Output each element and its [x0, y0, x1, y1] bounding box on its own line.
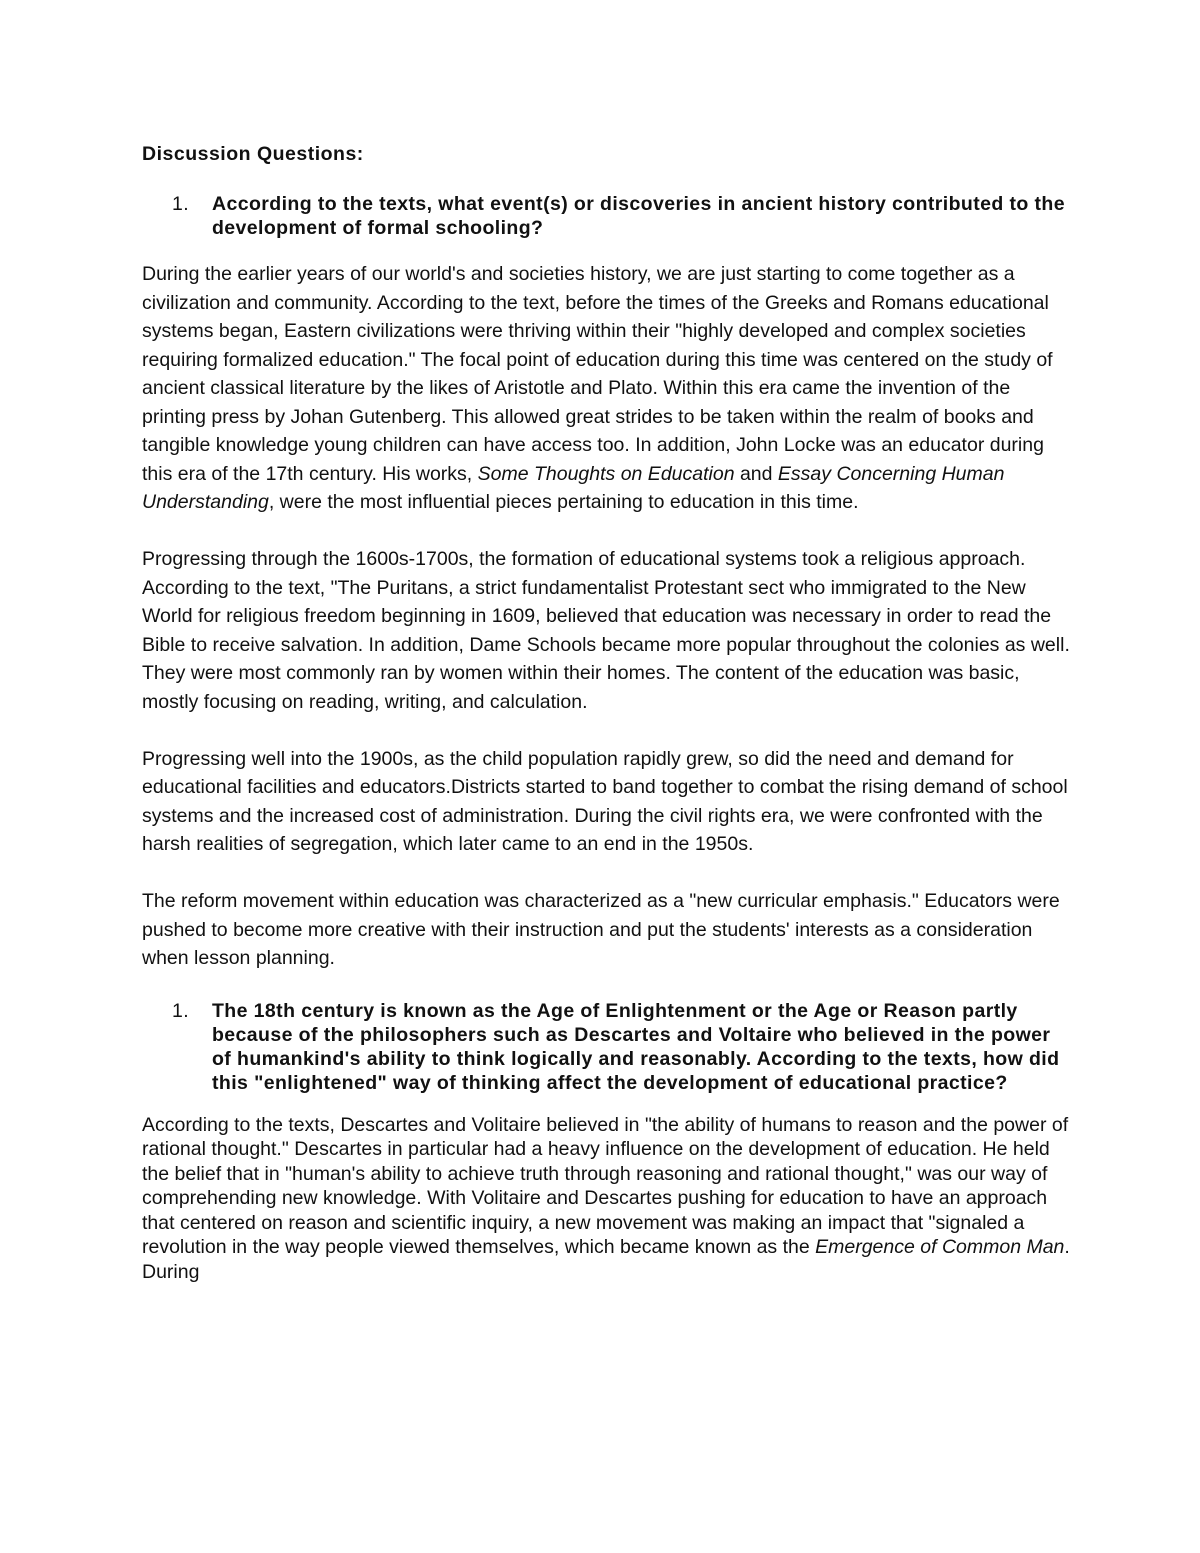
answer-1-paragraph-2: Progressing through the 1600s-1700s, the formation of educational systems took a religious approach. According to the text, "The Puritans, a strict fundamentalist Protestant sect who immigrated to the New World for religious freedom beginning in 1609, believed that education was necessary in order to read the Bible to receive salvation. In addition, Dame Schools became more popular throughout the colonies as well. They were most commonly ran by women within their homes. The content of the education was basic, mostly focusing on reading, writing, and calculation.	[142, 548, 1070, 713]
title-some-thoughts: Some Thoughts on Education	[477, 462, 735, 485]
question-1	[142, 192, 1072, 240]
question-2-number: 1.	[172, 999, 190, 1022]
document-page	[142, 140, 1072, 1313]
question-1-text: According to the texts, what event(s) or discoveries in ancient history contributed to the development of formal schooling?	[212, 193, 1065, 239]
title-essay-concerning: Essay Concerning Human Understanding	[142, 462, 1005, 513]
term-emergence-common-man: Emergence of Common Man	[815, 1236, 1065, 1259]
answer-2-text-a: According to the texts, Descartes and Volitaire believed in "the ability of humans to reason and the power of rational thought." Descartes in particular had a heavy influence on the development of education. He held the belief that in "human's ability to achieve truth through reasoning and rational thought," was our way of comprehending new knowledge. With Volitaire and Descartes pushing for education to have an approach that centered on reason and scientific inquiry, a new movement was making an impact that "signaled a revolution in the way people viewed themselves, which became known as the	[142, 1113, 1069, 1259]
question-2	[142, 999, 1072, 1095]
answer-2-text-b: . During	[142, 1236, 1070, 1284]
answer-2-paragraph-1	[142, 1113, 1072, 1285]
answer-1-text-b: , were the most influential pieces pertaining to education in this time.	[268, 491, 859, 513]
answer-1-paragraph-3: Progressing well into the 1900s, as the child population rapidly grew, so did the need and demand for educational facilities and educators.Districts started to band together to combat the rising demand of school systems and the increased cost of administration. During the civil rights era, we were confronted with the harsh realities of segregation, which later came to an end in the 1950s.	[142, 747, 1068, 855]
answer-1-paragraph-1	[142, 260, 1072, 517]
answer-1-paragraph-4: The reform movement within education was characterized as a "new curricular emphasis." Educators were pushed to become more creative with their instruction and put the students' interests as a consideration when lesson planning.	[142, 890, 1060, 969]
question-1-number: 1.	[172, 193, 190, 215]
answer-1-text-a: During the earlier years of our world's and societies history, we are just starting to come together as a civilization and community. According to the text, before the times of the Greeks and Romans educational systems began, Eastern civilizations were thriving within their "highly developed and complex societies requiring formalized education." The focal point of education during this time was centered on the study of ancient classical literature by the likes of Aristotle and Plato. Within this era came the invention of the printing press by Johan Gutenberg. This allowed great strides to be taken within the realm of books and tangible knowledge young children can have access too. In addition, John Locke was an educator during this era of the 17th century. His works,	[142, 263, 1053, 485]
document-heading: Discussion Questions:	[142, 143, 364, 165]
question-2-text: The 18th century is known as the Age of Enlightenment or the Age or Reason partly because of the philosophers such as Descartes and Voltaire who believed in the power of humankind's ability to think logically and reasonably. According to the texts, how did this "enlightened" way of thinking affect the development of educational practice?	[212, 999, 1060, 1094]
answer-1-text-mid: and	[734, 462, 778, 485]
